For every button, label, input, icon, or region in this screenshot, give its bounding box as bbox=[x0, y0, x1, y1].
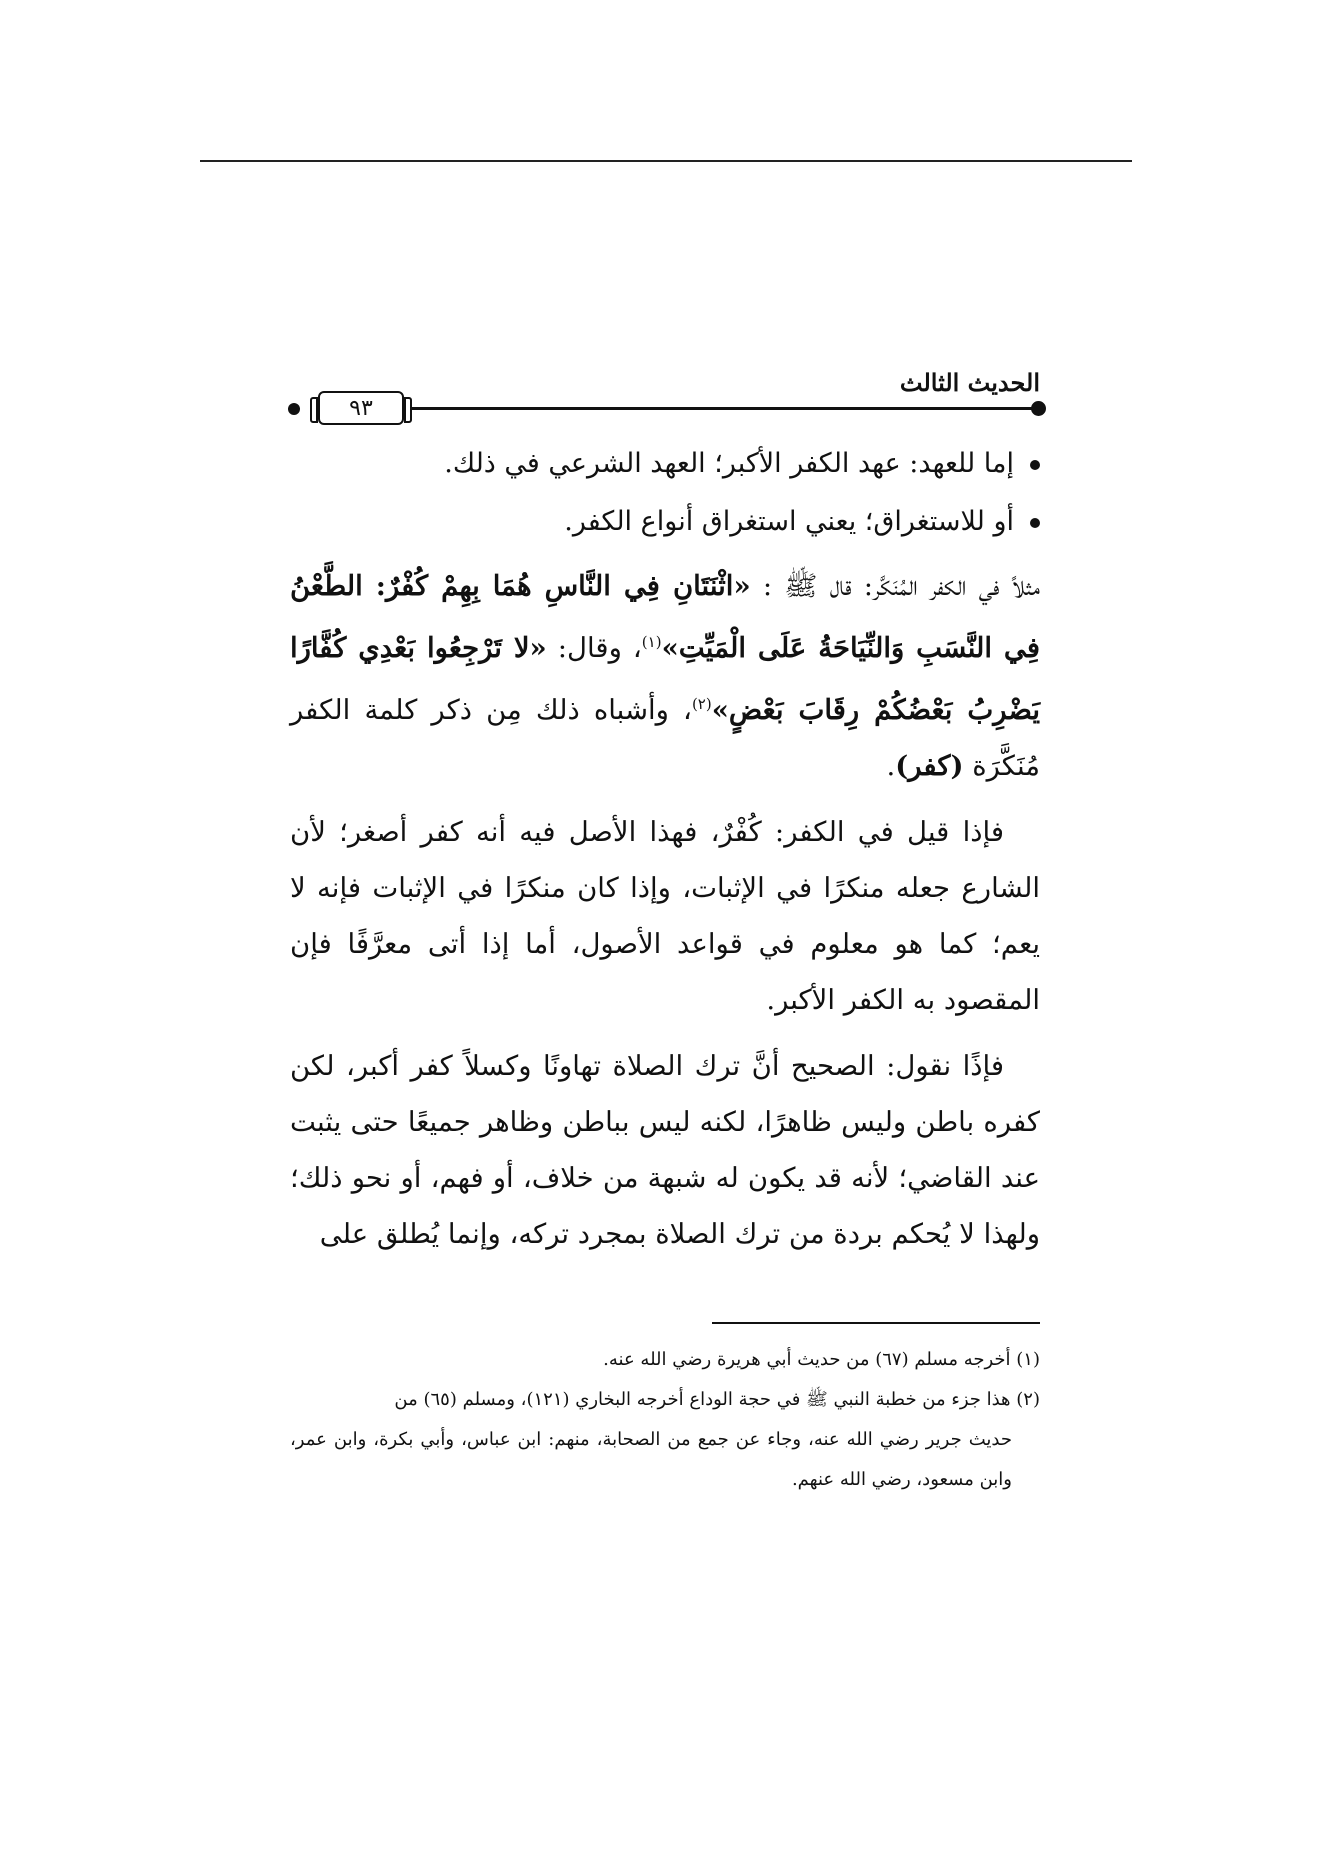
emphasized-term: (كفر) bbox=[895, 750, 964, 783]
footnote-2: (٢) هذا جزء من خطبة النبي ﷺ في حجة الوداع أخرجه البخاري (١٢١)، ومسلم (٦٥) من bbox=[394, 1389, 1040, 1410]
paragraph-intro: مثلاً في الكفر المُنَكَّر: قال ﷺ : bbox=[750, 570, 1040, 602]
page-number: ٩٣ bbox=[349, 395, 373, 421]
header-rule bbox=[404, 407, 1040, 410]
body-text bbox=[290, 558, 1040, 1262]
footnote-1: (١) أخرجه مسلم (٦٧) من حديث أبي هريرة رضي الله عنه. bbox=[603, 1349, 1040, 1370]
footnotes bbox=[290, 1340, 1040, 1500]
footnote-2-continuation: حديث جرير رضي الله عنه، وجاء عن جمع من الصحابة، منهم: ابن عباس، وأبي بكرة، وابن عمر، وابن مسعود، رضي الله عنهم. bbox=[290, 1429, 1012, 1490]
top-rule bbox=[200, 160, 1132, 162]
chapter-title: الحديث الثالث bbox=[899, 368, 1040, 397]
hadith-quote: «لا تَرْجِعُوا بَعْدِي كُفَّارًا يَضْرِبُ بَعْضُكُمْ رِقَابَ بَعْضٍ» bbox=[290, 632, 1040, 727]
paragraph-prayer-ruling: فإذًا نقول: الصحيح أنَّ ترك الصلاة تهاونًا وكسلاً كفر أكبر، لكن كفره باطن وليس ظاهرًا، لكنه ليس بباطن وظاهر جميعًا حتى يثبت عند القاضي؛ لأنه قد يكون له شبهة من خلاف، أو فهم، أو نحو ذلك؛ ولهذا لا يُحكم بردة من ترك الصلاة بمجرد تركه، وإنما يُطلق على bbox=[290, 1050, 1040, 1251]
paragraph-minor-major: فإذا قيل في الكفر: كُفْرٌ، فهذا الأصل فيه أنه كفر أصغر؛ لأن الشارع جعله منكرًا في الإثبات، وإذا كان منكرًا في الإثبات فإنه لا يعم؛ كما هو معلوم في قواعد الأصول، أما إذا أتى معرَّفًا فإن المقصود به الكفر الأكبر. bbox=[290, 816, 1040, 1017]
bullet-item bbox=[290, 506, 1040, 537]
paragraph-connector: ، وقال: bbox=[546, 632, 642, 665]
footnote-ref: (١) bbox=[641, 633, 662, 651]
page-number-box bbox=[318, 391, 404, 425]
footnote-separator bbox=[712, 1322, 1040, 1324]
header-rule-start-dot bbox=[288, 403, 300, 415]
bullet-dot-icon bbox=[1030, 460, 1040, 470]
bullet-text: أو للاستغراق؛ يعني استغراق أنواع الكفر. bbox=[564, 506, 1014, 537]
paragraph-hadith-examples bbox=[290, 558, 1040, 794]
paragraph-tail: ، وأشباه ذلك مِن ذكر كلمة الكفر مُنَكَّرَة bbox=[290, 694, 1040, 783]
hadith-quote: «اثْنَتَانِ فِي النَّاسِ هُمَا بِهِمْ كُفْرٌ: الطَّعْنُ فِي النَّسَبِ وَالنِّيَاحَةُ عَلَى الْمَيِّتِ» bbox=[290, 570, 1040, 665]
bullet-item bbox=[290, 448, 1040, 479]
bullet-text: إما للعهد: عهد الكفر الأكبر؛ العهد الشرعي في ذلك. bbox=[444, 448, 1014, 479]
bullet-dot-icon bbox=[1030, 518, 1040, 528]
header-rule-end-dot bbox=[1031, 401, 1046, 416]
footnote-ref: (٢) bbox=[691, 695, 712, 714]
running-header bbox=[288, 362, 1040, 432]
paragraph-end: . bbox=[886, 750, 896, 783]
